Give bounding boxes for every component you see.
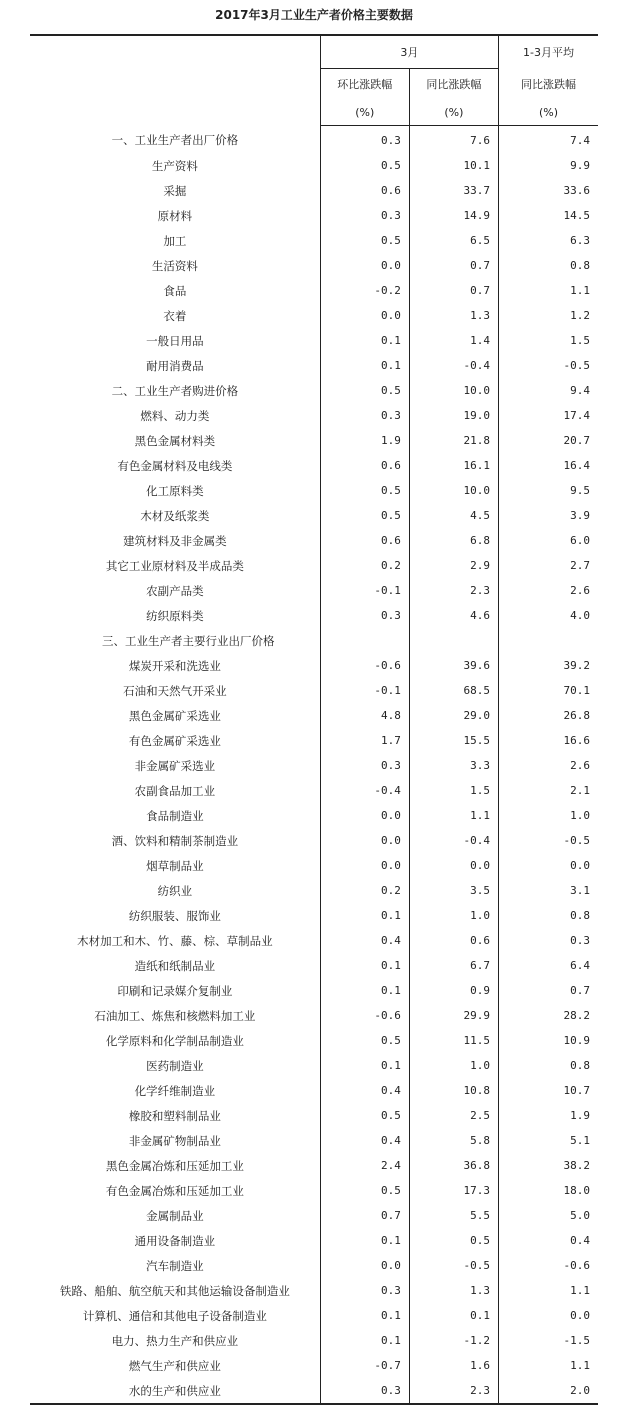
row-name: 煤炭开采和洗选业: [128, 658, 221, 673]
row-avg-value: 14.5: [498, 203, 598, 228]
row-avg-value: 1.1: [498, 278, 598, 303]
row-name: 通用设备制造业: [134, 1233, 216, 1248]
table-row: [30, 878, 598, 903]
row-yoy-value: 21.8: [409, 428, 498, 453]
table-row: [30, 553, 598, 578]
table-row: [30, 1128, 598, 1153]
table-row: [30, 278, 598, 303]
row-name: 金属制品业: [146, 1208, 204, 1223]
row-avg-value: 3.1: [498, 878, 598, 903]
row-mom-value: 0.1: [320, 953, 409, 978]
table-row: [30, 853, 598, 878]
row-name: 水的生产和供应业: [30, 1378, 320, 1404]
table-row: [30, 953, 598, 978]
row-avg-value: 1.0: [498, 803, 598, 828]
table-row: [30, 1228, 598, 1253]
row-yoy-value: 33.7: [409, 178, 498, 203]
table-row: [30, 253, 598, 278]
header-unit-avg: (%): [498, 99, 598, 126]
table-row: [30, 1078, 598, 1103]
row-yoy-value: 0.1: [409, 1303, 498, 1328]
row-mom-value: 4.8: [320, 703, 409, 728]
row-yoy-value: 0.7: [409, 278, 498, 303]
row-mom-value: 0.3: [320, 403, 409, 428]
table-row: [30, 1328, 598, 1353]
table-body: [30, 126, 598, 1405]
row-name: 有色金属矿采选业: [128, 733, 221, 748]
row-mom-value: 0.6: [320, 178, 409, 203]
row-yoy-value: 2.3: [409, 1378, 498, 1404]
row-mom-value: -0.4: [320, 778, 409, 803]
row-name: 有色金属材料及电线类: [117, 458, 233, 473]
table-row: [30, 353, 598, 378]
row-yoy-value: 1.1: [409, 803, 498, 828]
row-name: 其它工业原材料及半成品类: [105, 558, 244, 573]
row-avg-value: 20.7: [498, 428, 598, 453]
row-avg-value: 16.4: [498, 453, 598, 478]
row-mom-value: -0.1: [320, 578, 409, 603]
table-row: [30, 1103, 598, 1128]
table-row: [30, 126, 598, 154]
table-row: [30, 178, 598, 203]
row-avg-value: 2.7: [498, 553, 598, 578]
row-name: 纺织原料类: [146, 608, 204, 623]
row-name: 医药制造业: [146, 1058, 204, 1073]
row-name: 铁路、船舶、航空航天和其他运输设备制造业: [59, 1283, 290, 1298]
row-avg-value: 0.8: [498, 1053, 598, 1078]
row-avg-value: -0.5: [498, 828, 598, 853]
row-mom-value: 0.1: [320, 1228, 409, 1253]
row-mom-value: 0.0: [320, 303, 409, 328]
row-avg-value: 26.8: [498, 703, 598, 728]
row-yoy-value: 6.7: [409, 953, 498, 978]
row-mom-value: 1.9: [320, 428, 409, 453]
row-avg-value: 9.9: [498, 153, 598, 178]
row-mom-value: 0.2: [320, 553, 409, 578]
row-name: 衣着: [163, 308, 187, 323]
row-mom-value: 1.7: [320, 728, 409, 753]
row-name: 三、工业生产者主要行业出厂价格: [102, 633, 275, 648]
row-avg-value: 4.0: [498, 603, 598, 628]
row-mom-value: 0.7: [320, 1203, 409, 1228]
row-avg-value: 28.2: [498, 1003, 598, 1028]
row-yoy-value: 2.9: [409, 553, 498, 578]
row-yoy-value: 3.3: [409, 753, 498, 778]
row-name: 生产资料: [151, 158, 198, 173]
row-yoy-value: 6.5: [409, 228, 498, 253]
row-mom-value: 0.5: [320, 478, 409, 503]
row-mom-value: 0.3: [320, 203, 409, 228]
row-yoy-value: 0.0: [409, 853, 498, 878]
row-avg-value: [498, 628, 598, 653]
row-name: 食品: [163, 283, 187, 298]
row-mom-value: 0.0: [320, 1253, 409, 1278]
row-mom-value: 0.6: [320, 528, 409, 553]
row-yoy-value: 29.9: [409, 1003, 498, 1028]
table-row: [30, 403, 598, 428]
row-avg-value: 0.7: [498, 978, 598, 1003]
row-avg-value: 0.0: [498, 1303, 598, 1328]
row-mom-value: -0.7: [320, 1353, 409, 1378]
table-row: [30, 1203, 598, 1228]
header-avg-line2: 同比涨跌幅: [498, 69, 598, 100]
table-header: [30, 35, 598, 126]
row-avg-value: 1.2: [498, 303, 598, 328]
row-mom-value: 0.5: [320, 1178, 409, 1203]
row-yoy-value: 3.5: [409, 878, 498, 903]
row-yoy-value: 1.3: [409, 1278, 498, 1303]
row-avg-value: 2.6: [498, 753, 598, 778]
table-row: [30, 928, 598, 953]
row-name: 黑色金属矿采选业: [128, 708, 221, 723]
row-avg-value: 6.3: [498, 228, 598, 253]
row-avg-value: 0.4: [498, 1228, 598, 1253]
table-row: [30, 153, 598, 178]
row-yoy-value: 4.5: [409, 503, 498, 528]
row-mom-value: 0.1: [320, 353, 409, 378]
row-avg-value: 9.5: [498, 478, 598, 503]
row-avg-value: 6.0: [498, 528, 598, 553]
row-avg-value: 0.8: [498, 903, 598, 928]
row-yoy-value: 2.3: [409, 578, 498, 603]
table-row: [30, 303, 598, 328]
row-yoy-value: 1.0: [409, 903, 498, 928]
row-yoy-value: 1.4: [409, 328, 498, 353]
row-yoy-value: 15.5: [409, 728, 498, 753]
table-row: [30, 503, 598, 528]
row-avg-value: 6.4: [498, 953, 598, 978]
row-mom-value: 0.1: [320, 1053, 409, 1078]
row-name: 印刷和记录媒介复制业: [117, 983, 233, 998]
row-name: 化工原料类: [146, 483, 204, 498]
row-yoy-value: 11.5: [409, 1028, 498, 1053]
row-mom-value: [320, 628, 409, 653]
row-avg-value: -0.6: [498, 1253, 598, 1278]
row-avg-value: 1.1: [498, 1353, 598, 1378]
row-name: 一、工业生产者出厂价格: [111, 133, 239, 148]
table-row: [30, 228, 598, 253]
row-avg-value: 38.2: [498, 1153, 598, 1178]
row-name: 建筑材料及非金属类: [123, 533, 227, 548]
row-yoy-value: 7.6: [409, 126, 498, 154]
table-row: [30, 1053, 598, 1078]
table-row: [30, 1178, 598, 1203]
table-row: [30, 903, 598, 928]
row-avg-value: -1.5: [498, 1328, 598, 1353]
row-yoy-value: -0.5: [409, 1253, 498, 1278]
row-avg-value: 18.0: [498, 1178, 598, 1203]
row-mom-value: 0.1: [320, 903, 409, 928]
row-mom-value: 0.6: [320, 453, 409, 478]
row-name: 农副产品类: [146, 583, 204, 598]
row-name: 木材及纸浆类: [140, 508, 210, 523]
row-mom-value: 0.5: [320, 1103, 409, 1128]
row-name: 非金属矿采选业: [134, 758, 216, 773]
header-unit-mom: (%): [320, 99, 409, 126]
row-mom-value: 0.3: [320, 1378, 409, 1404]
table-row: [30, 1253, 598, 1278]
row-yoy-value: 10.1: [409, 153, 498, 178]
table-row: [30, 453, 598, 478]
row-avg-value: 0.0: [498, 853, 598, 878]
row-name: 原材料: [157, 208, 193, 223]
table-row: [30, 1353, 598, 1378]
row-name: 二、工业生产者购进价格: [111, 383, 239, 398]
row-yoy-value: 0.7: [409, 253, 498, 278]
row-mom-value: 0.4: [320, 1128, 409, 1153]
header-group-march: 3月: [320, 35, 498, 69]
row-avg-value: 17.4: [498, 403, 598, 428]
header-mom: 环比涨跌幅: [320, 69, 409, 100]
row-name: 生活资料: [151, 258, 198, 273]
header-unit-yoy: (%): [409, 99, 498, 126]
header-blank-cell: [30, 35, 320, 126]
row-mom-value: 0.1: [320, 1303, 409, 1328]
row-name: 纺织服装、服饰业: [128, 908, 221, 923]
row-avg-value: 10.7: [498, 1078, 598, 1103]
row-name: 化学原料和化学制品制造业: [105, 1033, 244, 1048]
row-mom-value: 0.3: [320, 126, 409, 154]
row-yoy-value: 14.9: [409, 203, 498, 228]
row-mom-value: -0.6: [320, 653, 409, 678]
row-avg-value: -0.5: [498, 353, 598, 378]
row-mom-value: 0.5: [320, 228, 409, 253]
row-name: 有色金属冶炼和压延加工业: [105, 1183, 244, 1198]
row-name: 黑色金属材料类: [134, 433, 216, 448]
table-row: [30, 203, 598, 228]
table-row: [30, 803, 598, 828]
row-yoy-value: -0.4: [409, 828, 498, 853]
table-row: [30, 1303, 598, 1328]
row-mom-value: 0.3: [320, 603, 409, 628]
row-yoy-value: [409, 628, 498, 653]
row-yoy-value: 1.3: [409, 303, 498, 328]
header-yoy: 同比涨跌幅: [409, 69, 498, 100]
row-yoy-value: 19.0: [409, 403, 498, 428]
table-row: [30, 603, 598, 628]
table-row: [30, 528, 598, 553]
row-yoy-value: 5.8: [409, 1128, 498, 1153]
table-row: [30, 1003, 598, 1028]
row-avg-value: 0.3: [498, 928, 598, 953]
row-name: 食品制造业: [146, 808, 204, 823]
row-name: 橡胶和塑料制品业: [128, 1108, 221, 1123]
row-yoy-value: 4.6: [409, 603, 498, 628]
row-mom-value: 0.1: [320, 1328, 409, 1353]
row-mom-value: 0.2: [320, 878, 409, 903]
row-yoy-value: 1.6: [409, 1353, 498, 1378]
row-mom-value: 0.5: [320, 153, 409, 178]
row-yoy-value: 10.0: [409, 478, 498, 503]
table-row: [30, 1153, 598, 1178]
table-row: [30, 728, 598, 753]
table-row: [30, 678, 598, 703]
table-row: [30, 653, 598, 678]
row-yoy-value: -1.2: [409, 1328, 498, 1353]
row-name: 石油和天然气开采业: [123, 683, 227, 698]
row-name: 燃气生产和供应业: [128, 1358, 221, 1373]
row-yoy-value: 1.5: [409, 778, 498, 803]
row-mom-value: 2.4: [320, 1153, 409, 1178]
table-row: [30, 578, 598, 603]
row-mom-value: 0.5: [320, 503, 409, 528]
row-name: 一般日用品: [146, 333, 204, 348]
row-name: 木材加工和木、竹、藤、棕、草制品业: [77, 933, 273, 948]
table-row: [30, 428, 598, 453]
row-yoy-value: 10.8: [409, 1078, 498, 1103]
table-row: [30, 1278, 598, 1303]
row-mom-value: -0.2: [320, 278, 409, 303]
row-name: 黑色金属冶炼和压延加工业: [105, 1158, 244, 1173]
row-name: 造纸和纸制品业: [134, 958, 216, 973]
row-avg-value: 2.0: [498, 1378, 598, 1404]
row-yoy-value: -0.4: [409, 353, 498, 378]
row-avg-value: 70.1: [498, 678, 598, 703]
row-yoy-value: 1.0: [409, 1053, 498, 1078]
row-name: 汽车制造业: [146, 1258, 204, 1273]
row-name: 采掘: [163, 183, 187, 198]
table-row: [30, 1028, 598, 1053]
table-row: [30, 478, 598, 503]
row-avg-value: 1.5: [498, 328, 598, 353]
row-avg-value: 5.1: [498, 1128, 598, 1153]
table-row: [30, 378, 598, 403]
row-mom-value: 0.5: [320, 1028, 409, 1053]
row-yoy-value: 0.5: [409, 1228, 498, 1253]
row-name: 石油加工、炼焦和核燃料加工业: [94, 1008, 256, 1023]
row-yoy-value: 39.6: [409, 653, 498, 678]
row-avg-value: 33.6: [498, 178, 598, 203]
header-avg-line1: 1-3月平均: [498, 35, 598, 69]
row-mom-value: -0.6: [320, 1003, 409, 1028]
row-avg-value: 1.9: [498, 1103, 598, 1128]
price-data-table: [30, 34, 598, 1405]
row-avg-value: 9.4: [498, 378, 598, 403]
row-yoy-value: 6.8: [409, 528, 498, 553]
row-mom-value: 0.3: [320, 753, 409, 778]
table-row: [30, 1378, 598, 1404]
table-row: [30, 703, 598, 728]
row-yoy-value: 10.0: [409, 378, 498, 403]
row-yoy-value: 0.9: [409, 978, 498, 1003]
row-mom-value: 0.0: [320, 853, 409, 878]
row-yoy-value: 0.6: [409, 928, 498, 953]
table-row: [30, 778, 598, 803]
row-mom-value: 0.1: [320, 978, 409, 1003]
row-avg-value: 2.1: [498, 778, 598, 803]
row-yoy-value: 5.5: [409, 1203, 498, 1228]
row-avg-value: 5.0: [498, 1203, 598, 1228]
row-name: 电力、热力生产和供应业: [111, 1333, 239, 1348]
table-row: [30, 978, 598, 1003]
table-row: [30, 753, 598, 778]
table-row: [30, 628, 598, 653]
row-mom-value: 0.1: [320, 328, 409, 353]
row-avg-value: 10.9: [498, 1028, 598, 1053]
row-mom-value: 0.3: [320, 1278, 409, 1303]
row-avg-value: 16.6: [498, 728, 598, 753]
row-name: 农副食品加工业: [134, 783, 216, 798]
row-name: 非金属矿物制品业: [128, 1133, 221, 1148]
table-row: [30, 828, 598, 853]
row-name: 计算机、通信和其他电子设备制造业: [82, 1308, 267, 1323]
row-name: 加工: [163, 233, 187, 248]
row-name: 烟草制品业: [146, 858, 204, 873]
row-yoy-value: 17.3: [409, 1178, 498, 1203]
row-avg-value: 2.6: [498, 578, 598, 603]
row-name: 酒、饮料和精制茶制造业: [111, 833, 239, 848]
row-mom-value: 0.4: [320, 1078, 409, 1103]
row-avg-value: 7.4: [498, 126, 598, 154]
page-title: 2017年3月工业生产者价格主要数据: [215, 8, 413, 22]
row-avg-value: 39.2: [498, 653, 598, 678]
row-mom-value: 0.0: [320, 803, 409, 828]
row-name: 燃料、动力类: [140, 408, 210, 423]
row-avg-value: 3.9: [498, 503, 598, 528]
row-mom-value: 0.0: [320, 828, 409, 853]
row-avg-value: 1.1: [498, 1278, 598, 1303]
row-yoy-value: 36.8: [409, 1153, 498, 1178]
row-name: 化学纤维制造业: [134, 1083, 216, 1098]
row-mom-value: 0.0: [320, 253, 409, 278]
row-yoy-value: 2.5: [409, 1103, 498, 1128]
row-name: 纺织业: [157, 883, 193, 898]
row-name: 耐用消费品: [146, 358, 204, 373]
row-yoy-value: 68.5: [409, 678, 498, 703]
row-mom-value: 0.5: [320, 378, 409, 403]
row-avg-value: 0.8: [498, 253, 598, 278]
row-yoy-value: 16.1: [409, 453, 498, 478]
row-mom-value: 0.4: [320, 928, 409, 953]
row-mom-value: -0.1: [320, 678, 409, 703]
table-row: [30, 328, 598, 353]
row-yoy-value: 29.0: [409, 703, 498, 728]
